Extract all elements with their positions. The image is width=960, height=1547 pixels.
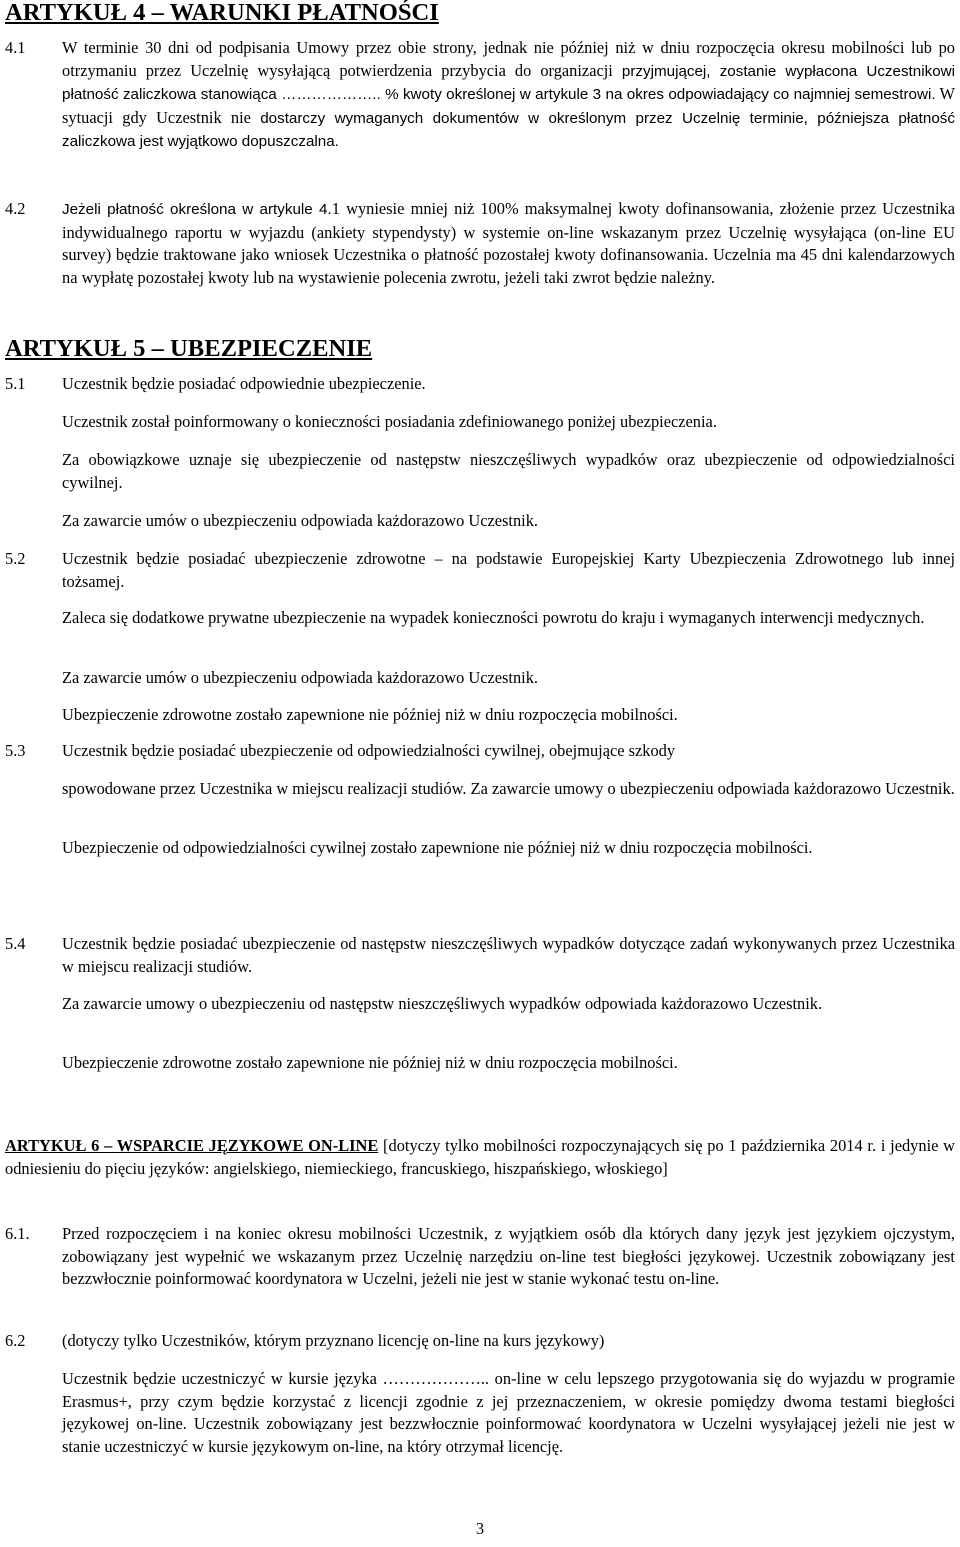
clause-4-1-serif-part: W sytuacji gdy Uczestnik nie (62, 84, 955, 127)
clause-6-2-text: (dotyczy tylko Uczestników, którym przyznano licencję on-line na kurs językowy) (62, 1331, 605, 1350)
clause-5-4-text: Uczestnik będzie posiadać ubezpieczenie od następstw nieszczęśliwych wypadków dotyczące zadań wykonywanych przez Uczestnika w miejscu realizacji studiów. (62, 934, 955, 976)
clause-5-2-text: Uczestnik będzie posiadać ubezpieczenie zdrowotne – na podstawie Europejskiej Karty Ubezpieczenia Zdrowotnego lub innej tożsamej. (62, 549, 955, 591)
article-5-heading: ARTYKUŁ 5 – UBEZPIECZENIE (5, 335, 373, 362)
clause-5-2-sub2: Za zawarcie umów o ubezpieczeniu odpowiada każdorazowo Uczestnik. (62, 668, 539, 687)
clause-4-2-number: 4.2 (5, 199, 26, 218)
clause-5-2-sub1: Zaleca się dodatkowe prywatne ubezpieczenie na wypadek konieczności powrotu do kraju i wymaganych interwencji medycznych. (62, 608, 925, 627)
article-4-heading: ARTYKUŁ 4 – WARUNKI PŁATNOŚCI (5, 0, 439, 26)
clause-4-1-text (62, 37, 955, 154)
clause-6-2-number: 6.2 (5, 1331, 26, 1350)
clause-5-3-number: 5.3 (5, 741, 26, 760)
clause-5-2-number: 5.2 (5, 549, 26, 568)
clause-4-1-line1: W terminie 30 dni od podpisania Umowy przez obie strony, jednak nie później niż w dniu rozpoczęcia (62, 38, 775, 57)
clause-5-1-sub2: Za obowiązkowe uznaje się ubezpieczenie od następstw nieszczęśliwych wypadków oraz ubezpieczenie od odpowiedzialności cywilnej. (62, 450, 955, 492)
article-6-heading-note: [dotyczy tylko mobilności rozpoczynających się po 1 października 2014 r. i jedynie w odniesieniu do pięciu języków: angielskiego, niemieckiego, francuskiego, hiszpańskiego, włoskiego] (5, 1136, 955, 1178)
clause-5-3-sub1: spowodowane przez Uczestnika w miejscu realizacji studiów. Za zawarcie umowy o ubezpieczeniu odpowiada każdorazowo Uczestnik. (62, 779, 955, 798)
clause-5-1-sub1: Uczestnik został poinformowany o konieczności posiadania zdefiniowanego poniżej ubezpieczenia. (62, 412, 717, 431)
page-number: 3 (475, 1519, 485, 1538)
clause-4-1-number: 4.1 (5, 38, 26, 57)
clause-4-1-line2: okresu mobilności lub po otrzymaniu przez Uczelnię wysyłającą potwierdzenia przybycia do organizacji (62, 38, 955, 80)
clause-4-1-sans-part2: dostarczy wymaganych dokumentów w określonym przez Uczelnię terminie, późniejsza płatność zaliczkowa jest wyjątkowo dopuszczalna. (62, 109, 955, 150)
clause-5-3-text: Uczestnik będzie posiadać ubezpieczenie od odpowiedzialności cywilnej, obejmujące szkody (62, 741, 676, 760)
clause-5-1-number: 5.1 (5, 374, 26, 393)
clause-5-4-number: 5.4 (5, 934, 26, 953)
article-6-heading-bold: ARTYKUŁ 6 – WSPARCIE JĘZYKOWE ON-LINE (5, 1136, 379, 1155)
article-6-heading (5, 1135, 955, 1180)
clause-4-1-sans-part1: przyjmującej, zostanie wypłacona Uczestnikowi płatność zaliczkowa stanowiąca ……………….. % kwoty określonej w artykule 3 na okres odpowiadający co najmniej semestrowi. (62, 62, 955, 103)
clause-4-2-sans-part: Jeżeli płatność określona w artykule 4. (62, 201, 332, 218)
clause-5-1-text: Uczestnik będzie posiadać odpowiednie ubezpieczenie. (62, 374, 426, 393)
clause-5-1-sub3: Za zawarcie umów o ubezpieczeniu odpowiada każdorazowo Uczestnik. (62, 511, 539, 530)
clause-5-2-sub3: Ubezpieczenie zdrowotne zostało zapewnione nie później niż w dniu rozpoczęcia mobilności. (62, 705, 678, 724)
clause-6-2-sub1: Uczestnik będzie uczestniczyć w kursie języka ……………….. on-line w celu lepszego przygotowania się do wyjazdu w programie Erasmus+, przy czym będzie korzystać z licencji zgodnie z jej przeznaczeniem, w okresie pomiędzy dwoma testami biegłości językowej on-line. Uczestnik zobowiązany jest bezzwłocznie poinformować koordynatora w Uczelni wysyłającej jeżeli nie jest w stanie uczestniczyć w kursie językowym on-line, na który otrzymał licencję. (62, 1369, 955, 1456)
clause-5-4-sub2: Ubezpieczenie zdrowotne zostało zapewnione nie później niż w dniu rozpoczęcia mobilności. (62, 1053, 678, 1072)
clause-4-2-serif-part: 1 wyniesie mniej niż 100% maksymalnej kwoty dofinansowania, złożenie przez Uczestnika indywidualnego raportu w wyjazdu (ankiety stypendysty) w systemie on-line wskazanym przez Uczelnię wysyłająca (on-line EU survey) będzie traktowane jako wniosek Uczestnika o płatność pozostałej kwoty dofinansowania. Uczelnia ma 45 dni kalendarzowych na wypłatę pozostałej kwoty lub na wystawienie polecenia zwrotu, jeżeli taki zwrot będzie należny. (62, 199, 955, 287)
clause-6-1-number: 6.1. (5, 1224, 30, 1243)
clause-5-3-sub2: Ubezpieczenie od odpowiedzialności cywilnej zostało zapewnione nie później niż w dniu rozpoczęcia mobilności. (62, 838, 813, 857)
clause-6-1-text: Przed rozpoczęciem i na koniec okresu mobilności Uczestnik, z wyjątkiem osób dla których dany język jest językiem ojczystym, zobowiązany jest wypełnić we wskazanym przez Uczelnię narzędziu on-line test biegłości językowej. Uczestnik zobowiązany jest bezzwłocznie poinformować koordynatora w Uczelni, jeżeli nie jest w stanie wykonać testu on-line. (62, 1224, 955, 1288)
clause-4-2-text (62, 198, 955, 289)
clause-5-4-sub1: Za zawarcie umowy o ubezpieczeniu od następstw nieszczęśliwych wypadków odpowiada każdorazowo Uczestnik. (62, 994, 823, 1013)
